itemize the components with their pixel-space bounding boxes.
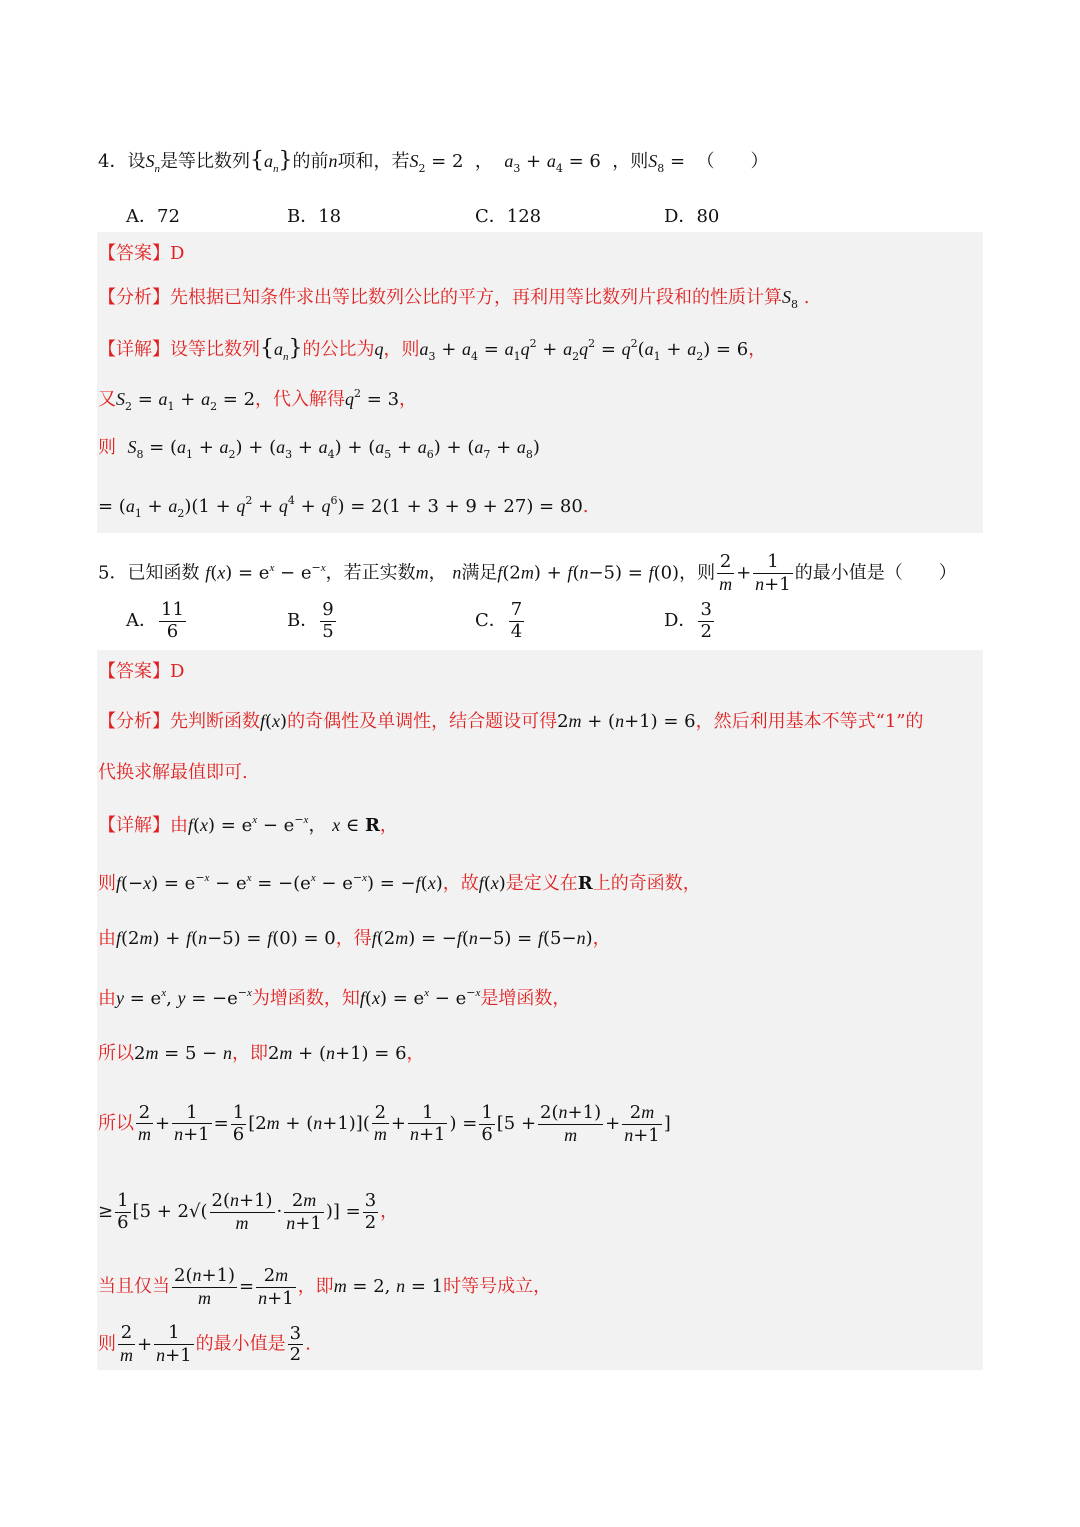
analysis-line: 【分析】先根据已知条件求出等比数列公比的平方，再利用等比数列片段和的性质计算$S_8$ . (98, 287, 810, 311)
option-d: D．80 (664, 206, 720, 227)
analysis-line: 【分析】先判断函数f(x)的奇偶性及单调性，结合题设可得2m + (n+1) = 6，然后利用基本不等式“1”的 (98, 711, 924, 732)
option-a: A． $\frac{11}{6}$ (126, 599, 184, 642)
detail-line-8: 当且仅当 $\frac{2(n+1)}{m}$ = $\frac{2m}{n+1}$ ，即m = 2, n = 1时等号成立， (98, 1265, 552, 1309)
stem-text: 是等比数列 (159, 151, 250, 172)
answer-panel-q4 (97, 232, 983, 533)
analysis-line-2: 代换求解最值即可. (98, 762, 248, 783)
stem-text: 的前 (292, 151, 329, 172)
answer-line: 【答案】D (98, 243, 185, 264)
question-number: 4． (98, 151, 128, 172)
answer-panel-q5 (97, 650, 983, 1370)
detail-line-5: 所以2m = 5 − n，即2m + (n+1) = 6， (98, 1043, 425, 1064)
stem-text: ，则 (612, 151, 649, 172)
stem-text: 项和，若 (337, 151, 410, 172)
stem-text: ， (474, 151, 493, 172)
detail-line-1: 【详解】设等比数列$\{a_n\}$的公比为q，则$a_3 + a_4 = a_1q^2 + a_2q^2 = q^2(a_1 + a_2) = 6$， (98, 336, 767, 363)
detail-line-1: 【详解】由$f(x) = e^x - e^{-x}$， x ∈ R， (98, 813, 398, 836)
option-a: A．72 (126, 206, 180, 227)
detail-line-3: 则 $S_8 = (a_1 + a_2) + (a_3 + a_4) + (a_5 + a_6) + (a_7 + a_8)$ (98, 437, 540, 461)
question-number: 5． (98, 562, 128, 584)
detail-line-4: = $(a_1 + a_2)(1 + q^2 + q^4 + q^6) = 2(1 + 3 + 9 + 27) = 80$. (98, 494, 589, 520)
answer-line: 【答案】D (98, 661, 185, 682)
question-4-stem: 4．设$S_n$是等比数列$\{a_n\}$的前n项和，若$S_2 = 2$ ， $a_3 + a_4 = 6$ ，则$S_8$ = （ ） (98, 148, 769, 175)
detail-line-9: 则 $\frac{2}{m}$ + $\frac{1}{n+1}$ 的最小值是 $\frac{3}{2}$ . (98, 1322, 311, 1366)
detail-line-6: 所以 $\frac{2}{m}$ + $\frac{1}{n+1}$ = $\frac{1}{6}$ [2m + (n+1)]( $\frac{2}{m}$ + $\frac{1}{n+1}$ ) = $\frac{1}{6}$ [5 + $\frac{2(n+1)}{m}$ + $\frac{2m}{n+1}$ ] (98, 1101, 671, 1146)
option-b: B． $\frac{9}{5}$ (287, 599, 334, 642)
detail-line-2: 则$f(-x) = e^{-x} - e^x = -(e^x - e^{-x}) = -f(x)$，故f(x)是定义在R上的奇函数， (98, 871, 701, 894)
option-d: D． $\frac{3}{2}$ (664, 599, 712, 642)
detail-line-4: 由$y = e^x$, $y = -e^{-x}$为增函数，知$f(x) = e^x - e^{-x}$是增函数， (98, 986, 571, 1009)
detail-line-7: ≥ $\frac{1}{6}$ [5 + 2√( $\frac{2(n+1)}{m}$ · $\frac{2m}{n+1}$ )] = $\frac{3}{2}$ ， (98, 1190, 399, 1234)
option-c: C． $\frac{7}{4}$ (475, 599, 523, 642)
detail-line-2: 又$S_2 = a_1 + a_2 = 2$，代入解得$q^2 = 3$， (98, 387, 418, 413)
option-c: C．128 (475, 206, 542, 227)
answer-blank: （ ） (696, 151, 769, 172)
detail-line-3: 由f(2m) + f(n−5) = f(0) = 0，得f(2m) = −f(n−5) = f(5−n)， (98, 928, 611, 949)
option-b: B．18 (287, 206, 342, 227)
question-5-stem: 5．已知函数 $f(x) = e^x - e^{-x}$，若正实数m， n满足f(2m) + f(n−5) = f(0)，则 $\frac{2}{m}$ + $\frac{1}{n+1}$ 的最小值是（ ） (98, 551, 957, 595)
stem-text: 设 (127, 151, 146, 172)
